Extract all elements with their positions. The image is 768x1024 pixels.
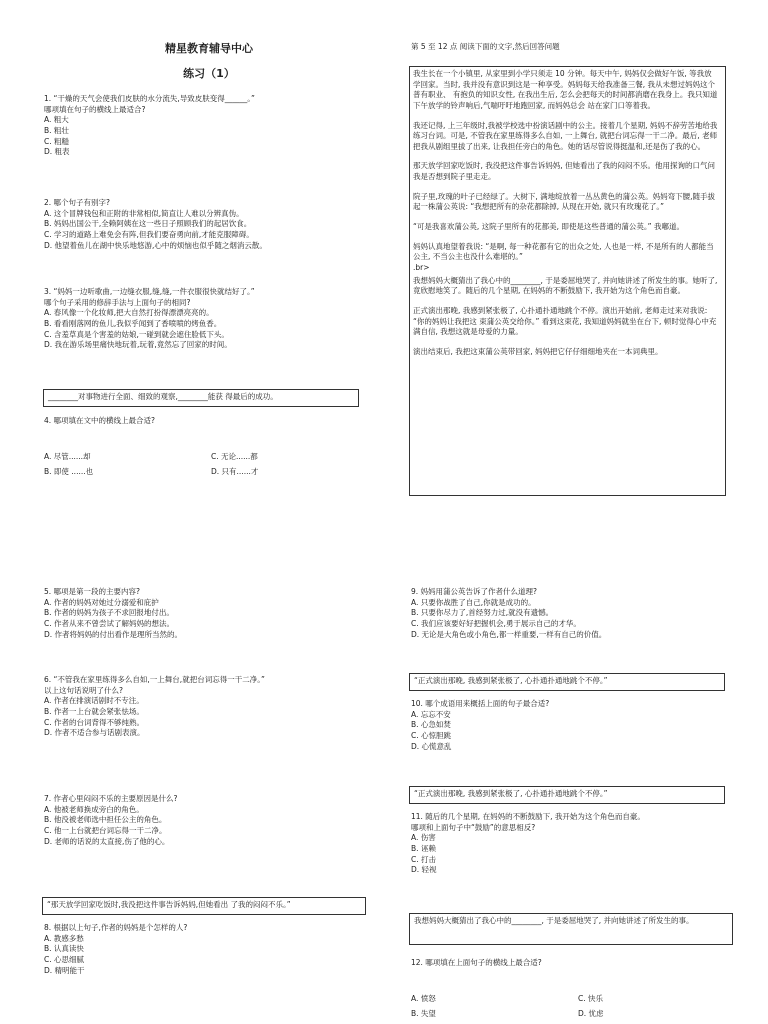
- option: A. 教感多愁: [44, 933, 84, 943]
- question-6: [44, 675, 374, 739]
- quote-text: “正式演出那晚, 我感到紧张极了, 心扑通扑通地跳个不停。”: [414, 789, 608, 798]
- passage-paragraph: 正式演出那晚, 我感到紧张极了, 心扑通扑通地跳个不停。演出开始前, 老师走过来对我说: “你的妈妈让我把这 束蒲公英交给你。” 看到这束花, 我知道妈妈就坐在台下, 顿时觉得心中充满自信, 我想这就是母爱的力量。: [413, 305, 717, 337]
- quote-text: “那天放学回家吃饭时,我没把这件事告诉妈妈,但她看出 了我的闷闷不乐。”: [47, 900, 291, 909]
- question-stem: 哪项和上面句子中“鼓励”的意思相反?: [411, 822, 536, 832]
- option: D. 无论是大角色或小角色,都一样重要,一样有自己的价值。: [411, 629, 607, 639]
- question-stem: 5. 哪项是第一段的主要内容?: [44, 587, 141, 596]
- quote-text: 我想妈妈大概猜出了我心中的________, 于是委屈地哭了, 并向她讲述了所发生的事。: [414, 916, 694, 925]
- question-10: [411, 699, 741, 752]
- question-9: [411, 587, 741, 640]
- option: C. 无论......都: [211, 452, 258, 461]
- option: B. 看看刚落网的鱼儿,我似乎闻到了香喷喷的烤鱼香。: [44, 318, 222, 328]
- option: C. 学习的道路上难免会有阵,但我们要奋勇向前,才能克服障碍。: [44, 229, 254, 239]
- question-stem: 3. “妈妈一边听歌曲,一边缝衣服,缝,缝,一件衣服很快就结好了。”: [44, 287, 255, 296]
- option: A. 作者在排演话剧时不专注。: [44, 696, 144, 706]
- question-stem: 哪项填在句子的横线上最适合?: [44, 104, 146, 114]
- question-stem: 7. 作者心里闷闷不乐的主要原因是什么?: [44, 794, 178, 803]
- question-8: [44, 923, 374, 976]
- option: B. 作者的妈妈为孩子不求回报地付出。: [44, 608, 174, 618]
- option: C. 快乐: [578, 994, 604, 1003]
- option: B. 诬赖: [411, 843, 436, 853]
- quote-text: “正式演出那晚, 我感到紧张极了, 心扑通扑通地跳个不停。”: [414, 676, 608, 685]
- option: C. 作者的台词背得不够纯熟。: [44, 717, 145, 727]
- quote-box: [409, 786, 725, 804]
- left-column-top: [44, 42, 374, 82]
- option: A. 忘忘不安: [411, 709, 451, 719]
- passage-paragraph: 我生长在一个小镇里, 从家里到小学只须走 10 分钟。每天中午, 妈妈仅会做好午饭, 等我放 学回家。当时, 我并没有意识到这是一种享受。妈妈每天给我准备三餐, 我从未想过妈妈这个普有职业、 有抱负的知识女性, 在我出生后, 怎么会把每天的时间都消磨在我身上。我只知道下午放学的铃声响后,气喘吁吁地跑回家, 而妈妈总会 站在家门口等着我。: [413, 69, 718, 110]
- question-stem: 11. 随后的几个星期, 在妈妈的不断鼓励下, 我开始为这个角色而自豪。: [411, 812, 645, 821]
- question-11: [411, 812, 741, 876]
- option: C. 粗糙: [44, 136, 70, 146]
- option: A. 春风像一个化妆师,把大自然打扮得漂漂亮亮的。: [44, 308, 214, 318]
- passage-heading: [411, 42, 731, 53]
- option: D. 精明能干: [44, 965, 85, 975]
- option: A. 愤怒: [411, 994, 436, 1003]
- option: C. 他一上台就把台词忘得一干二净。: [44, 825, 167, 835]
- option: D. 轻视: [411, 865, 437, 875]
- option: D. 作者不适合参与话剧表演。: [44, 728, 145, 738]
- option: B. 他没被老师选中担任公主的角色。: [44, 815, 167, 825]
- question-stem: 10. 哪个成语用来概括上面的句子最合适?: [411, 699, 550, 708]
- quote-box: [43, 389, 359, 407]
- question-stem: 2. 哪个句子有别字?: [44, 198, 111, 207]
- option: B. 只要你尽力了,首经努力过,就没有遗憾。: [411, 608, 554, 618]
- option: C. 我们应该要好好把握机会,勇于展示自己的才华。: [411, 618, 581, 628]
- question-7: [44, 794, 374, 847]
- question-stem: 4. 哪项填在文中的横线上最合适?: [44, 416, 156, 425]
- question-stem: 12. 哪项填在上面句子的横线上最合适?: [411, 958, 542, 967]
- question-12: [411, 958, 741, 969]
- option: B. 即使 ......也: [44, 467, 94, 476]
- option: C. 作者从来不曾尝试了解妈妈的想法。: [44, 618, 175, 628]
- page-subtitle: 练习（1）: [183, 67, 235, 81]
- question-2: [44, 198, 374, 251]
- option: A. 这个冒牌钱包和正附的非常相似,简直让人难以分辨真伪。: [44, 208, 244, 218]
- option: B. 粗壮: [44, 125, 69, 135]
- quote-box: [42, 897, 366, 915]
- section-heading: 第 5 至 12 点 阅读下面的文字,然后回答问题: [411, 42, 560, 51]
- option: D. 作者将妈妈的付出看作是理所当然的。: [44, 629, 183, 639]
- quote-box: [409, 673, 725, 691]
- option: D. 我在游乐场里痛快地玩着,玩着,竟然忘了回家的时间。: [44, 340, 232, 350]
- option: B. 作者一上台就会紧张怯场。: [44, 706, 144, 716]
- option: D. 只有......才: [211, 467, 259, 476]
- passage-paragraph: 妈妈认真地望着我说: “是啊, 每一种花都有它的出众之处, 人也是一样, 不是所有的人都能当公主, 不当公主也没什么难堪的。”: [413, 241, 714, 262]
- option: A. 他被老师换成旁白的角色。: [44, 804, 144, 814]
- passage-box: [409, 66, 726, 496]
- question-5: [44, 587, 374, 640]
- option: C. 含羞草真是个害羞的姑娘,一碰到就会遮住脸低下头。: [44, 329, 229, 339]
- option: D. 忧虑: [578, 1009, 604, 1018]
- option: D. 老师的话说的太直接,伤了他的心。: [44, 836, 170, 846]
- passage-paragraph: “可是我喜欢蒲公英, 这院子里所有的花都美, 即使是这些普通的蒲公英。” 我嘟道。: [413, 222, 684, 232]
- option: A. 伤害: [411, 833, 436, 843]
- option: C. 心思细腻: [44, 954, 85, 964]
- question-3: [44, 287, 374, 351]
- question-1: [44, 94, 374, 158]
- question-stem: 9. 妈妈用蒲公英告诉了作者什么道理?: [411, 587, 538, 596]
- passage-paragraph: 我想妈妈大概猜出了我心中的________, 于是委屈地哭了, 并向她讲述了所发生的事。她听了, 竟欣慰地笑了。随后的几个星期, 在妈妈的不断鼓励下, 我开始为这个角色而自豪。: [413, 275, 718, 296]
- option: D. 他望着鱼儿在湖中快乐地悠游,心中的烦恼也似乎随之烟消云散。: [44, 240, 267, 250]
- option: B. 妈妈出国公干,全赖阿姨在这一些日子照顾我们的起居饮食。: [44, 219, 252, 229]
- question-stem: 哪个句子采用的修辞手法与上面句子的相同?: [44, 297, 191, 307]
- page-title: 精星教育辅导中心: [165, 42, 253, 55]
- question-4: [44, 416, 374, 427]
- question-stem: 8. 根据以上句子,作者的妈妈是个怎样的人?: [44, 923, 188, 932]
- passage-paragraph: 那天放学回家吃饭时, 我没把这件事告诉妈妈, 但她看出了我的闷闷不乐。他用探询的口气问我是否想到院子里走走。: [413, 161, 716, 182]
- passage-paragraph: 院子里,玫瑰的叶子已经绿了。大树下, 满地绽放着一丛丛黄色的蒲公英。妈妈弯下腰,随手拔起一株蒲公英说: “我想把所有的杂花都除掉, 从现在开始, 就只有玫瑰花了。”: [413, 191, 716, 212]
- option: B. 认真读快: [44, 944, 84, 954]
- question-stem: 以上这句话说明了什么?: [44, 685, 123, 695]
- option: D. 心慌意乱: [411, 741, 452, 751]
- passage-paragraph: 我还记得, 上三年级时,我被学校选中扮演话剧中的公主。接着几个星期, 妈妈不辞劳苦地给我练习台词。可是, 不管我在家里练得多么自如, 一上舞台, 就把台词忘得一干二净。最后, 老师把我从剧组里拔了出来, 让我担任旁白的角色。她的话尽管说得挺温和,还是伤了我的心。: [413, 120, 718, 151]
- question-stem: 6. “不管我在家里练得多么自如,一上舞台,就把台词忘得一干二净。”: [44, 675, 265, 684]
- stray-markup: .br>: [413, 262, 430, 272]
- option: B. 失望: [411, 1009, 436, 1018]
- option: B. 心急如焚: [411, 720, 451, 730]
- quote-box: [409, 913, 733, 945]
- passage-paragraph: 演出结束后, 我把这束蒲公英带回家, 妈妈把它仔仔细细地夹在一本词典里。: [413, 346, 663, 356]
- quote-text: ________对事物进行全面、细致的观察,________能获 得最后的成功。: [48, 392, 278, 401]
- option: A. 作者的妈妈对她过分溺爱和庇护: [44, 597, 159, 607]
- option: A. 尽管......却: [44, 452, 91, 461]
- question-stem: 1. “干燥的天气会使我们皮肤的水分流失,导致皮肤变得______。”: [44, 94, 255, 103]
- option: C. 打击: [411, 854, 437, 864]
- option: C. 心惊胆跳: [411, 730, 452, 740]
- option: A. 只要你战胜了自己,你就是成功的。: [411, 597, 536, 607]
- option: D. 粗表: [44, 147, 70, 157]
- option: A. 粗大: [44, 115, 69, 125]
